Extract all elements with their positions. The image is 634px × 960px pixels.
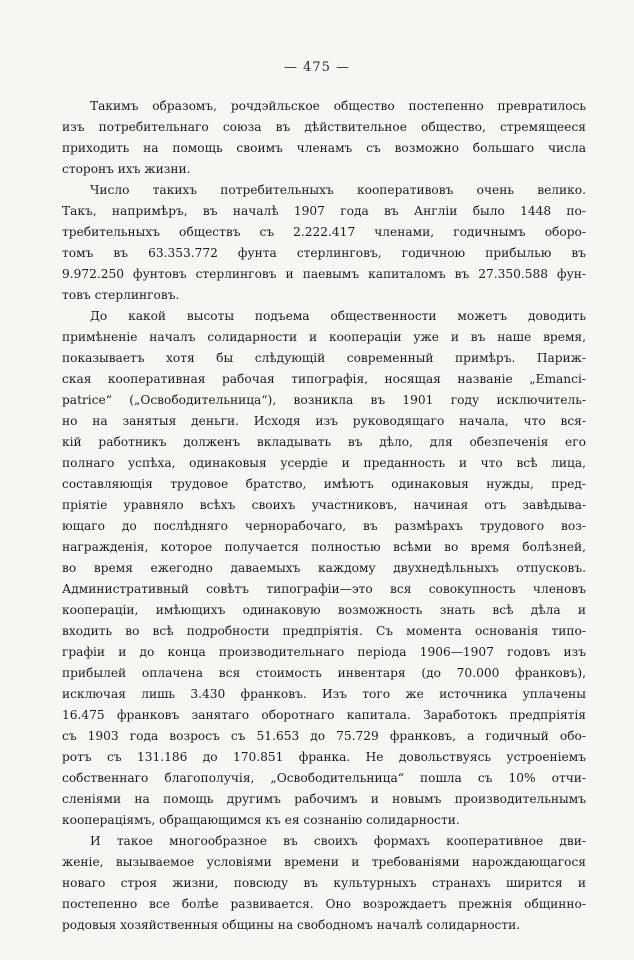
text-line: новаго строя жизни, повсюду въ культурныхъ странахъ ширится и <box>62 876 586 890</box>
text-line: родовыя хозяйственныя общины на свободномъ началѣ солидарности. <box>62 918 521 932</box>
text-line: награжденія, которое получается полностью всѣми во время болѣзней, <box>62 540 586 554</box>
text-line: составляющія трудовое братство, имѣютъ одинаковыя нужды, пред- <box>62 477 586 491</box>
text-line: требительныхъ обществъ съ 2.222.417 членами, годичнымъ оборо- <box>62 225 586 239</box>
text-line: графіи и до конца производительнаго періода 1906—1907 годовъ изъ <box>62 645 586 659</box>
paragraph <box>62 831 586 936</box>
text-line: полнаго успѣха, одинаковыя усердіе и преданность и что всѣ лица, <box>62 456 586 470</box>
page-number: — 475 — <box>283 60 351 75</box>
text-line: во время ежегодно даваемыхъ каждому двухнедѣльныхъ отпусковъ. <box>62 561 586 575</box>
text-line: сленіями на помощь другимъ рабочимъ и новымъ производительнымъ <box>62 792 586 806</box>
text-line: собственнаго благополучія, „Освободительница“ пошла съ 10% отчи- <box>62 771 586 785</box>
text-line: входить во всѣ подробности предпріятія. Съ момента основанія типо- <box>62 624 586 638</box>
paragraph <box>62 306 586 831</box>
text-line: ротъ съ 131.186 до 170.851 франка. Не довольствуясь устроеніемъ <box>62 750 586 764</box>
text-line: Такимъ образомъ, рочдэйльское общество постепенно превратилось <box>90 99 586 113</box>
text-line: изъ потребительнаго союза въ дѣйствительное общество, стремящееся <box>62 120 586 134</box>
text-line: постепенно все болѣе развивается. Оно возрождаетъ прежнія общинно- <box>62 897 586 911</box>
text-line: примѣненіе началъ солидарности и коопераціи уже и въ наше время, <box>62 330 586 344</box>
text-line: кій работникъ долженъ вкладывать въ дѣло, для обезпеченія его <box>62 435 586 449</box>
text-line: женіе, вызываемое условіями времени и требованіями нарождающагося <box>62 855 586 869</box>
paragraph <box>62 96 586 180</box>
text-line: сторонъ ихъ жизни. <box>62 162 191 176</box>
text-line: 16.475 франковъ занятаго оборотнаго капитала. Заработокъ предпріятія <box>62 708 586 722</box>
text-line: но на занятыя деньги. Исходя изъ руководящаго начала, что вся- <box>62 414 586 428</box>
text-line: Административный совѣтъ типографіи—это вся совокупность членовъ <box>62 582 586 596</box>
text-line: товъ стерлинговъ. <box>62 288 180 302</box>
text-line: съ 1903 года возросъ съ 51.653 до 75.729 франковъ, а годичный обо- <box>62 729 586 743</box>
body-text <box>62 96 586 936</box>
text-line: 9.972.250 фунтовъ стерлинговъ и паевымъ капиталомъ въ 27.350.588 фун- <box>62 267 586 281</box>
text-line: Такъ, напримѣръ, въ началѣ 1907 года въ Англіи было 1448 по- <box>62 204 586 218</box>
text-line: прибылей оплачена вся стоимость инвентаря (до 70.000 франковъ), <box>62 666 586 680</box>
text-line: ющаго до послѣдняго чернорабочаго, въ размѣрахъ трудового воз- <box>62 519 586 533</box>
text-line: коопераціямъ, обращающимся къ ея сознанію солидарности. <box>62 813 460 827</box>
text-line: ская кооперативная рабочая типографія, носящая названіе „Emanci- <box>62 372 586 386</box>
paragraph <box>62 180 586 306</box>
text-line: patrice“ („Освободительница“), возникла въ 1901 году исключитель- <box>62 393 586 407</box>
text-line: показываетъ хотя бы слѣдующій современный примѣръ. Париж- <box>62 351 586 365</box>
text-line: Число такихъ потребительныхъ кооперативовъ очень велико. <box>90 183 586 197</box>
text-line: приходить на помощь своимъ членамъ съ возможно большаго числа <box>62 141 586 155</box>
text-line: исключая лишь 3.430 франковъ. Изъ того же источника уплачены <box>62 687 586 701</box>
text-line: До какой высоты подъема общественности можетъ доводить <box>90 309 586 323</box>
text-line: коопераціи, имѣющихъ одинаковую возможность знать всѣ дѣла и <box>62 603 586 617</box>
text-line: томъ въ 63.353.772 фунта стерлинговъ, годичною прибылью въ <box>62 246 586 260</box>
text-line: И такое многообразное въ своихъ формахъ кооперативное дви- <box>90 834 586 848</box>
text-line: пріятіе уравняло всѣхъ своихъ участниковъ, начиная отъ завѣдыва- <box>62 498 586 512</box>
